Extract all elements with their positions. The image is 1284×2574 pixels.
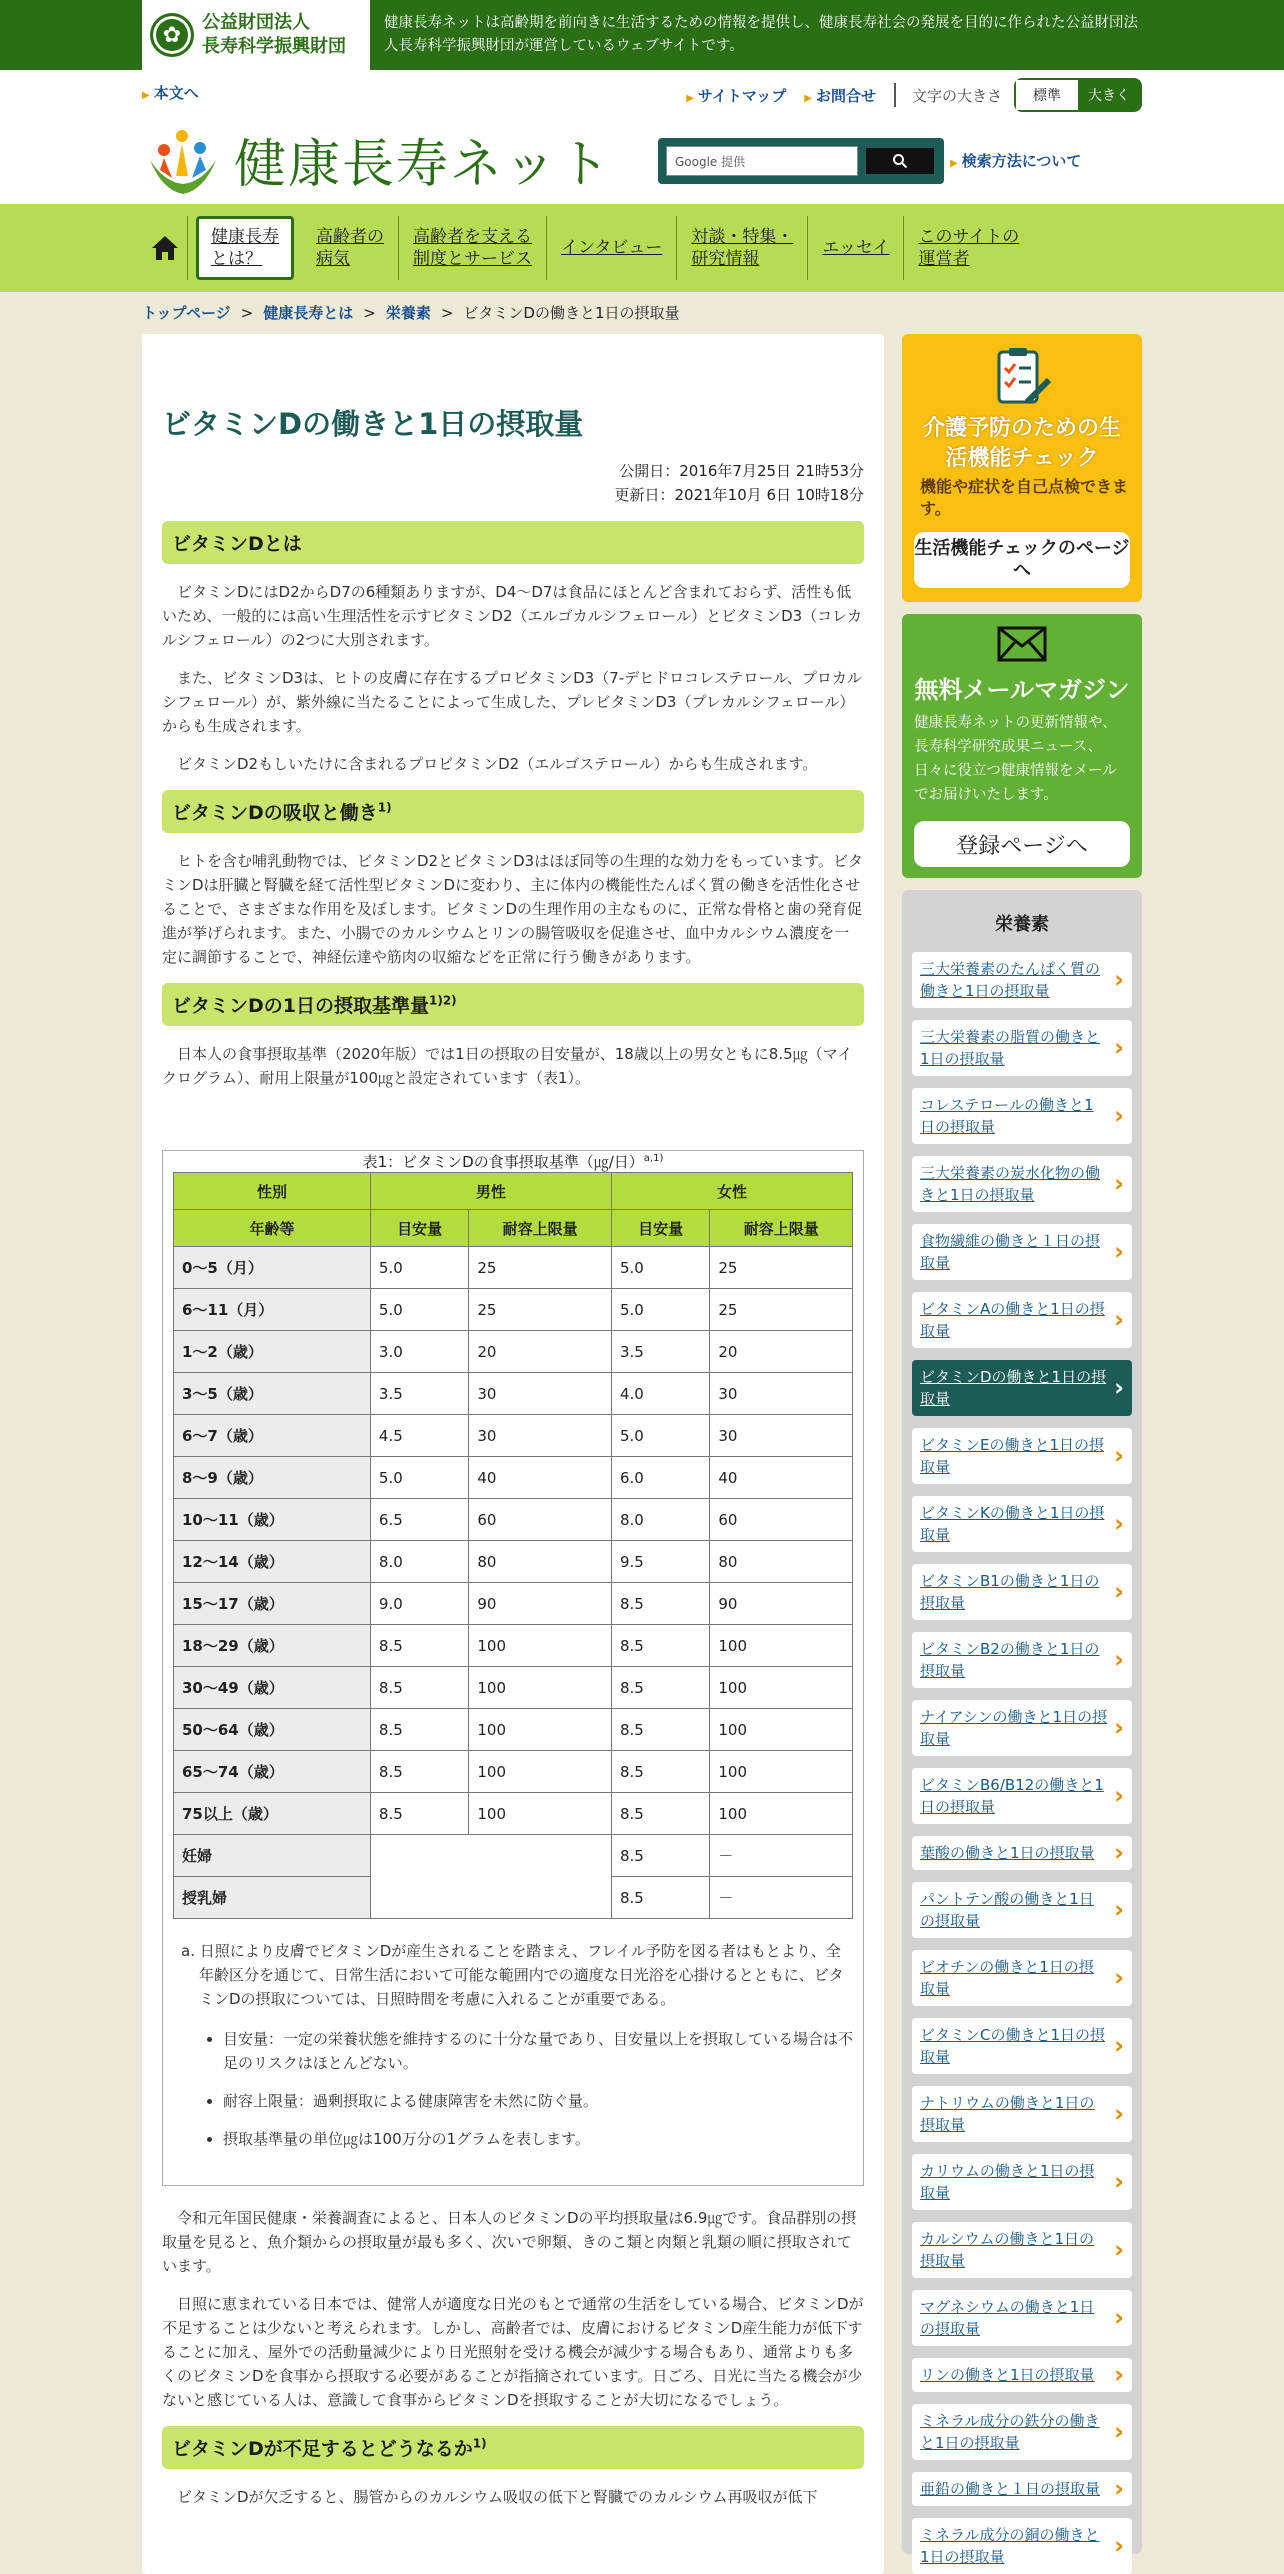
value-cell: 8.5 xyxy=(611,1667,709,1709)
mail-description: 健康長寿ネットの更新情報や、長寿科学研究成果ニュース、日々に役立つ健康情報をメールでお届けいたします。 xyxy=(914,715,1117,803)
kaigo-check-banner[interactable] xyxy=(902,334,1142,602)
age-cell: 1～2（歳） xyxy=(174,1331,371,1373)
sidebar-nutrient-link[interactable]: パントテン酸の働きと1日の摂取量 › xyxy=(912,1882,1132,1938)
breadcrumb-current: ビタミンDの働きと1日の摂取量 xyxy=(463,304,680,322)
sidebar-nutrient-link[interactable]: マグネシウムの働きと1日の摂取量 › xyxy=(912,2290,1132,2346)
nutrients-nav xyxy=(902,890,1142,2566)
value-cell: 100 xyxy=(710,1751,853,1793)
age-cell: 75以上（歳） xyxy=(174,1793,371,1835)
value-cell: 8.5 xyxy=(611,1583,709,1625)
section-heading: ビタミンDとは xyxy=(162,521,864,564)
kaigo-subtitle: 機能や症状を自己点検できます。 xyxy=(920,477,1129,518)
vitamin-d-intake-table xyxy=(173,1172,853,1919)
value-cell: 25 xyxy=(469,1289,612,1331)
sidebar-nutrient-link[interactable]: ビタミンCの働きと1日の摂取量 › xyxy=(912,2018,1132,2074)
search-box xyxy=(658,138,944,184)
table-header: 男性 xyxy=(370,1173,611,1210)
sidebar-nutrient-link[interactable]: コレステロールの働きと1日の摂取量 › xyxy=(912,1088,1132,1144)
value-cell: 8.5 xyxy=(370,1709,468,1751)
sidebar-nutrient-link[interactable]: ビタミンEの働きと1日の摂取量 › xyxy=(912,1428,1132,1484)
value-cell: 30 xyxy=(469,1415,612,1457)
value-cell: 30 xyxy=(469,1373,612,1415)
sidebar-nutrient-link[interactable]: 葉酸の働きと1日の摂取量 › xyxy=(912,1836,1132,1870)
table-row xyxy=(174,1583,853,1625)
sidebar-nutrient-link[interactable]: リンの働きと1日の摂取量 › xyxy=(912,2358,1132,2392)
article-dates xyxy=(162,459,864,507)
value-cell: 8.5 xyxy=(370,1751,468,1793)
value-cell: 80 xyxy=(469,1541,612,1583)
value-cell: 9.0 xyxy=(370,1583,468,1625)
note-item: • 目安量：一定の栄養状態を維持するのに十分な量であり、目安量以上を摂取している場合は不足のリスクはほとんどない。 xyxy=(223,2027,853,2075)
value-cell: 90 xyxy=(469,1583,612,1625)
age-cell: 30～49（歳） xyxy=(174,1667,371,1709)
nav-item[interactable]: 高齢者の 病気 xyxy=(302,216,399,280)
table-row xyxy=(174,1457,853,1499)
table-row xyxy=(174,1751,853,1793)
intake-table-box xyxy=(162,1150,864,2186)
sidebar-nutrient-link[interactable]: ビタミンB1の働きと1日の摂取量 › xyxy=(912,1564,1132,1620)
note-a: a. 日照により皮膚でビタミンDが産生されることを踏まえ、フレイル予防を図る者はもとより、全年齢区分を通じて、日常生活において可能な範囲内での適度な日光浴を心掛けるとともに、ビタミンDの摂取については、日照時間を考慮に入れることが重要である。 xyxy=(181,1942,844,2008)
note-item: • 摂取基準量の単位㎍は100万分の1グラムを表します。 xyxy=(223,2127,853,2151)
table-row xyxy=(174,1289,853,1331)
paragraph: 令和元年国民健康・栄養調査によると、日本人のビタミンDの平均摂取量は6.9㎍です。食品群別の摂取量を見ると、魚介類からの摂取量が最も多く、次いで卵類、きのこ類と肉類と乳類の順に摂取されています。 xyxy=(162,2209,857,2275)
age-cell: 65～74（歳） xyxy=(174,1751,371,1793)
value-cell: 4.5 xyxy=(370,1415,468,1457)
foundation-emblem-icon: ✿ xyxy=(150,13,194,57)
value-cell: 100 xyxy=(469,1709,612,1751)
section-heading: ビタミンDが不足するとどうなるか$^{1)}$ xyxy=(162,2426,864,2469)
table-row xyxy=(174,1709,853,1751)
value-cell: 90 xyxy=(710,1583,853,1625)
value-cell: 8.5 xyxy=(370,1667,468,1709)
age-cell: 0～5（月） xyxy=(174,1247,371,1289)
sidebar xyxy=(902,334,1142,2574)
value-cell: 100 xyxy=(710,1625,853,1667)
age-cell: 50～64（歳） xyxy=(174,1709,371,1751)
age-cell: 3～5（歳） xyxy=(174,1373,371,1415)
section-heading: ビタミンDの吸収と働き$^{1)}$ xyxy=(162,790,864,833)
site-description: 健康長寿ネットは高齢期を前向きに生活するための情報を提供し、健康長寿社会の発展を目的に作られた公益財団法人長寿科学振興財団が運営しているウェブサイトです。 xyxy=(384,15,1138,54)
value-cell: 40 xyxy=(710,1457,853,1499)
footnote-ref[interactable]: 1) xyxy=(377,800,392,815)
paragraph: ビタミンDにはD2からD7の6種類ありますが、D4～D7は食品にほとんど含まれておらず、活性も低いため、一般的には高い生理活性を示すビタミンD2（エルゴカルシフェロール）とビタミンD3（コレカルシフェロール）の2つに大別されます。 xyxy=(162,583,863,649)
clipboard-check-icon xyxy=(987,346,1057,410)
value-cell: 8.5 xyxy=(370,1625,468,1667)
mail-magazine-banner xyxy=(902,614,1142,878)
sidebar-nutrient-link[interactable]: ビタミンAの働きと1日の摂取量 › xyxy=(912,1292,1132,1348)
table-header: 耐容上限量 xyxy=(710,1210,853,1247)
value-cell: 100 xyxy=(710,1793,853,1835)
table-header: 目安量 xyxy=(370,1210,468,1247)
section-heading: ビタミンDの1日の摂取基準量$^{1)2)}$ xyxy=(162,983,864,1026)
table-row xyxy=(174,1499,853,1541)
skip-to-content-link[interactable]: ▶ 本文へ xyxy=(142,82,199,103)
breadcrumb: トップページ > 健康長寿とは > 栄養素 > ビタミンDの働きと1日の摂取量 xyxy=(142,304,680,322)
utility-nav xyxy=(686,78,1142,112)
search-help-link[interactable]: ▶ 検索方法について xyxy=(950,150,1081,171)
sidebar-nutrient-link[interactable]: ビタミンKの働きと1日の摂取量 › xyxy=(912,1496,1132,1552)
age-cell: 6～11（月） xyxy=(174,1289,371,1331)
text-size-standard-button[interactable]: 標準 xyxy=(1016,80,1078,110)
sidebar-nutrient-link[interactable]: ナイアシンの働きと1日の摂取量 › xyxy=(912,1700,1132,1756)
value-cell: 20 xyxy=(469,1331,612,1373)
value-cell: 5.0 xyxy=(611,1415,709,1457)
footnote-ref[interactable]: 1) xyxy=(472,2436,487,2451)
paragraph: 日本人の食事摂取基準（2020年版）では1日の摂取の目安量が、18歳以上の男女ともに8.5㎍（マイクログラム）、耐用上限量が100㎍と設定されています（表1）。 xyxy=(162,1045,853,1087)
sidebar-nutrient-link[interactable]: ビオチンの働きと1日の摂取量 › xyxy=(912,1950,1132,2006)
sidebar-nutrient-link[interactable]: ナトリウムの働きと1日の摂取量 › xyxy=(912,2086,1132,2142)
updated-date: 更新日：2021年10月 6日 10時18分 xyxy=(614,486,864,504)
value-cell: 6.0 xyxy=(611,1457,709,1499)
sidebar-nutrient-link[interactable]: 食物繊維の働きと１日の摂取量 › xyxy=(912,1224,1132,1280)
value-cell: 60 xyxy=(469,1499,612,1541)
nutrients-heading: 栄養素 xyxy=(995,914,1049,935)
breadcrumb-home[interactable]: トップページ xyxy=(142,304,231,322)
mail-title: 無料メールマガジン xyxy=(914,676,1130,704)
sidebar-nutrient-link[interactable]: 三大栄養素の炭水化物の働きと1日の摂取量 › xyxy=(912,1156,1132,1212)
value-cell: 30 xyxy=(710,1415,853,1457)
value-cell: 100 xyxy=(469,1793,612,1835)
sidebar-nutrient-link[interactable]: 三大栄養素の脂質の働きと1日の摂取量 › xyxy=(912,1020,1132,1076)
value-cell: 8.5 xyxy=(611,1793,709,1835)
search-button[interactable] xyxy=(866,148,934,174)
contact-link[interactable]: ▶ お問合せ xyxy=(804,85,876,106)
age-cell: 12～14（歳） xyxy=(174,1541,371,1583)
value-cell: 25 xyxy=(710,1289,853,1331)
sidebar-nutrient-link[interactable]: カリウムの働きと1日の摂取量 › xyxy=(912,2154,1132,2210)
age-cell: 18～29（歳） xyxy=(174,1625,371,1667)
value-cell: 60 xyxy=(710,1499,853,1541)
value-cell: 3.5 xyxy=(611,1331,709,1373)
value-cell: 25 xyxy=(469,1247,612,1289)
value-cell: 5.0 xyxy=(611,1247,709,1289)
value-cell: 25 xyxy=(710,1247,853,1289)
nav-item[interactable]: 対談・特集・ 研究情報 xyxy=(677,216,808,280)
paragraph: また、ビタミンD3は、ヒトの皮膚に存在するプロビタミンD3（7-デヒドロコレステロール、プロカルシフェロール）が、紫外線に当たることによって生成した、プレビタミンD3（プレカルシフェロール）からも生成されます。 xyxy=(162,669,862,735)
table-row xyxy=(174,1247,853,1289)
breadcrumb-level2[interactable]: 栄養素 xyxy=(385,304,431,322)
mail-register-button[interactable]: 登録ページへ xyxy=(914,821,1130,867)
nav-item[interactable]: エッセイ xyxy=(808,216,904,280)
sidebar-nutrient-link[interactable]: ビタミンDの働きと1日の摂取量 › xyxy=(912,1360,1132,1416)
org-name: 公益財団法人 長寿科学振興財団 xyxy=(202,12,346,57)
age-cell: 15～17（歳） xyxy=(174,1583,371,1625)
nutrients-list xyxy=(912,952,1132,2574)
table-header: 年齢等 xyxy=(174,1210,371,1247)
value-cell: 8.5 xyxy=(611,1709,709,1751)
table-header: 耐容上限量 xyxy=(469,1210,612,1247)
table-row xyxy=(174,1625,853,1667)
value-cell: 80 xyxy=(710,1541,853,1583)
note-item: • 耐容上限量：過剰摂取による健康障害を未然に防ぐ量。 xyxy=(223,2089,853,2113)
value-cell: 100 xyxy=(469,1667,612,1709)
table-row xyxy=(174,1667,853,1709)
nav-item[interactable]: 高齢者を支える 制度とサービス xyxy=(399,216,547,280)
table-row xyxy=(174,1415,853,1457)
kaigo-title: 介護予防のための生活機能チェック xyxy=(922,416,1121,471)
table-header: 目安量 xyxy=(611,1210,709,1247)
search-icon xyxy=(892,153,908,169)
mail-icon xyxy=(997,626,1047,662)
value-cell: 30 xyxy=(710,1373,853,1415)
table-row xyxy=(174,1793,853,1835)
table-caption: 表1：ビタミンDの食事摂取基準（㎍/日）$^{a,1)}$ xyxy=(362,1153,664,1171)
table-row xyxy=(174,1331,853,1373)
site-title: 健康長寿ネット xyxy=(234,134,613,195)
site-logo-icon xyxy=(142,120,224,198)
value-cell: 6.5 xyxy=(370,1499,468,1541)
value-cell: 100 xyxy=(710,1667,853,1709)
search-input[interactable]: Google 提供 xyxy=(666,146,858,176)
paragraph: ビタミンDが欠乏すると、腸管からのカルシウム吸収の低下と腎臓でのカルシウム再吸収が低下 xyxy=(177,2488,818,2506)
header xyxy=(0,70,1284,204)
global-nav xyxy=(0,204,1284,292)
sidebar-nutrient-link[interactable]: ミネラル成分の銅の働きと1日の摂取量 › xyxy=(912,2518,1132,2574)
sidebar-nutrient-link[interactable]: 亜鉛の働きと１日の摂取量 › xyxy=(912,2472,1132,2506)
article xyxy=(142,334,884,2574)
value-cell: 20 xyxy=(710,1331,853,1373)
sidebar-nutrient-link[interactable]: ミネラル成分の鉄分の働きと1日の摂取量 › xyxy=(912,2404,1132,2460)
value-cell: 100 xyxy=(710,1709,853,1751)
breadcrumb-level1[interactable]: 健康長寿とは xyxy=(263,304,354,322)
value-cell: 3.5 xyxy=(370,1373,468,1415)
table-header: 女性 xyxy=(611,1173,852,1210)
page-title: ビタミンDの働きと1日の摂取量 xyxy=(162,407,584,441)
sidebar-nutrient-link[interactable]: ビタミンB6/B12の働きと1日の摂取量 › xyxy=(912,1768,1132,1824)
age-cell: 8～9（歳） xyxy=(174,1457,371,1499)
footnote-ref[interactable]: 1)2) xyxy=(429,993,457,1008)
kaigo-check-button[interactable]: 生活機能チェックのページへ xyxy=(914,532,1130,588)
age-cell: 6～7（歳） xyxy=(174,1415,371,1457)
value-cell: 8.0 xyxy=(611,1499,709,1541)
nav-item[interactable]: インタビュー xyxy=(547,216,677,280)
text-size-toggle xyxy=(1014,78,1142,112)
value-cell: 40 xyxy=(469,1457,612,1499)
age-cell: 10～11（歳） xyxy=(174,1499,371,1541)
value-cell: 100 xyxy=(469,1751,612,1793)
paragraph: ビタミンD2もしいたけに含まれるプロビタミンD2（エルゴステロール）からも生成されます。 xyxy=(177,755,818,773)
value-cell: 9.5 xyxy=(611,1541,709,1583)
value-cell: 5.0 xyxy=(370,1247,468,1289)
sitemap-link[interactable]: ▶ サイトマップ xyxy=(686,85,786,106)
value-cell: 5.0 xyxy=(611,1289,709,1331)
value-cell: 8.5 xyxy=(611,1625,709,1667)
table-notes xyxy=(173,1939,853,2151)
table-row: 妊婦 8.5 － xyxy=(174,1835,853,1877)
text-size-large-button[interactable]: 大きく xyxy=(1078,80,1140,110)
table-row xyxy=(174,1541,853,1583)
nav-item[interactable]: このサイトの 運営者 xyxy=(918,227,1020,269)
published-date: 公開日：2016年7月25日 21時53分 xyxy=(619,462,864,480)
text-size-label: 文字の大きさ xyxy=(911,86,1002,105)
home-icon xyxy=(150,234,180,262)
nav-item[interactable]: 健康長寿 とは？ xyxy=(196,216,294,280)
value-cell: 4.0 xyxy=(611,1373,709,1415)
value-cell: 8.5 xyxy=(611,1751,709,1793)
value-cell: 3.0 xyxy=(370,1331,468,1373)
value-cell: 8.5 xyxy=(370,1793,468,1835)
table-row: 授乳婦 8.5 － xyxy=(174,1877,853,1919)
table-header: 性別 xyxy=(174,1173,371,1210)
site-logo[interactable] xyxy=(142,120,612,198)
org-logo-link[interactable] xyxy=(142,0,370,70)
paragraph: 日照に恵まれている日本では、健常人が適度な日光のもとで通常の生活をしている場合、ビタミンDが不足することは少ないと考えられます。しかし、高齢者では、皮膚におけるビタミンD産生能力が低下することに加え、屋外での活動量減少により日光照射を受ける機会が減少する場合もあり、通常よりも多くのビタミンDを食事から摂取する必要があることが指摘されています。日ごろ、日光に当たる機会が少ないと感じている人は、意識して食事からビタミンDを摂取することが大切になるでしょう。 xyxy=(162,2295,864,2409)
value-cell: 5.0 xyxy=(370,1289,468,1331)
divider xyxy=(894,83,896,107)
sidebar-nutrient-link[interactable]: ビタミンB2の働きと1日の摂取量 › xyxy=(912,1632,1132,1688)
sidebar-nutrient-link[interactable]: カルシウムの働きと1日の摂取量 › xyxy=(912,2222,1132,2278)
value-cell: 8.0 xyxy=(370,1541,468,1583)
sidebar-nutrient-link[interactable]: 三大栄養素のたんぱく質の働きと1日の摂取量 › xyxy=(912,952,1132,1008)
value-cell: 5.0 xyxy=(370,1457,468,1499)
nav-home-button[interactable] xyxy=(142,216,188,280)
top-bar xyxy=(0,0,1284,70)
value-cell: 100 xyxy=(469,1625,612,1667)
table-row xyxy=(174,1373,853,1415)
paragraph: ヒトを含む哺乳動物では、ビタミンD2とビタミンD3はほぼ同等の生理的な効力をもっています。ビタミンDは肝臓と腎臓を経て活性型ビタミンDに変わり、主に体内の機能性たんぱく質の働きを活性化させることで、さまざまな作用を及ぼします。ビタミンDの生理作用の主なものに、正常な骨格と歯の発育促進が挙げられます。また、小腸でのカルシウムとリンの腸管吸収を促進させ、血中カルシウム濃度を一定に調節することで、神経伝達や筋肉の収縮などを正常に行う働きがあります。 xyxy=(162,852,863,966)
